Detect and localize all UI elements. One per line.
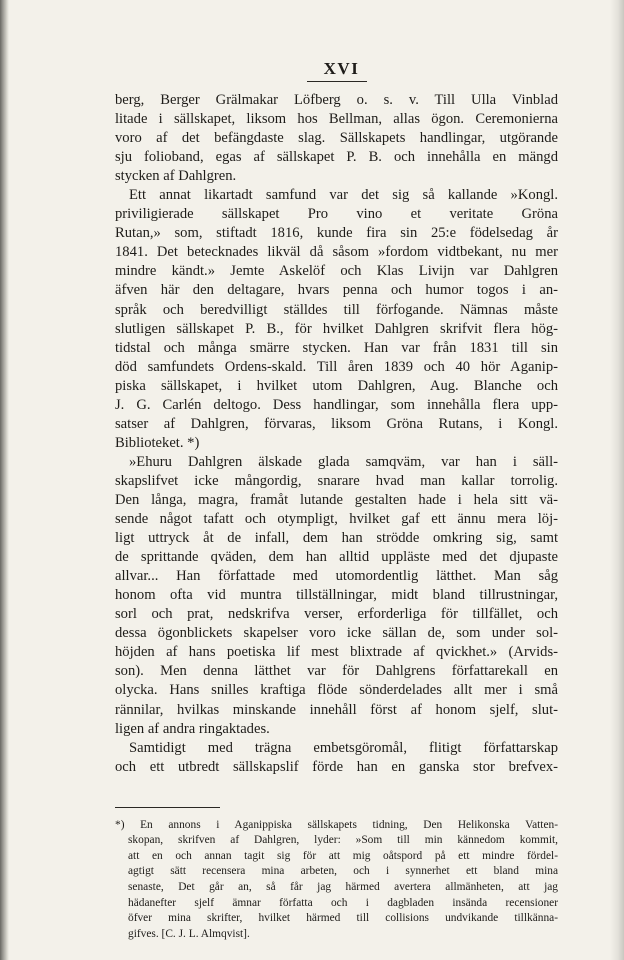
footnote-line: hädanefter sjelf ämnar författa och i dagbladen insända recensioner bbox=[128, 896, 558, 909]
header-rule bbox=[307, 81, 367, 82]
body-line: sende något tafatt och otympligt, hvilket gaf ett ännu mera löj- bbox=[115, 511, 558, 528]
footnote-line: skopan, skrifven af Dahlgren, lyder: »Som till min kännedom kommit, bbox=[128, 834, 558, 847]
body-line: piska sällskapet, i hvilket utom Dahlgren, Aug. Blanche och bbox=[115, 377, 558, 394]
body-line: berg, Berger Grälmakar Löfberg o. s. v. Till Ulla Vinblad bbox=[115, 92, 558, 108]
body-line: död samfundets Ordens-skald. Till åren 1839 och 40 hör Aganip- bbox=[115, 358, 558, 375]
body-line: »Ehuru Dahlgren älskade glada samqväm, var han i säll- bbox=[129, 453, 558, 470]
footnote-line: agtigt sätt recensera mina arbeten, och i synnerhet ett bland mina bbox=[128, 865, 558, 878]
body-line: de sprittande qväden, dem han alltid uppläste med det djupaste bbox=[115, 549, 558, 566]
body-line: Samtidigt med trägna embetsgöromål, flitigt författarskap bbox=[129, 739, 558, 756]
body-line: sju folioband, egas af sällskapet P. B. och innehålla en mängd bbox=[115, 149, 558, 166]
footnote-line: senaste, Det går an, så får jag härmed avertera allmänheten, att jag bbox=[128, 881, 558, 894]
body-line: Den långa, magra, framåt lutande gestalten hade i hela sitt vä- bbox=[115, 491, 558, 508]
body-line: honom ofta vid muntra tillställningar, midt bland tillrustningar, bbox=[115, 587, 558, 604]
body-line: rännilar, hvilkas minskande innehåll först af honom sjelf, slut- bbox=[115, 701, 558, 718]
body-line: 1841. Det betecknades likväl då såsom »fordom vidtbekant, nu mer bbox=[115, 244, 558, 261]
footnote-line: gifves. [C. J. L. Almqvist]. bbox=[128, 927, 250, 940]
body-line: voro af det befängdaste slag. Sällskapets handlingar, utgörande bbox=[115, 130, 558, 147]
scan-edge-left bbox=[0, 0, 9, 960]
body-line: Biblioteket. *) bbox=[115, 434, 200, 451]
body-line: litade i sällskapet, liksom hos Bellman, allas ögon. Ceremonierna bbox=[115, 111, 558, 128]
body-line: Rutan,» som, stiftadt 1816, kunde fira sin 25:e födelsedag år bbox=[115, 225, 558, 242]
body-line: ligen af andra ringaktades. bbox=[115, 720, 270, 737]
body-line: allvar... Han författade med utomordentlig lätthet. Man såg bbox=[115, 568, 558, 585]
body-line: och ett utbredt sällskapslif förde han en ganska stor brefvex- bbox=[115, 758, 558, 775]
body-line: skapslifvet icke mångordig, snarare hvad man kallar torrolig. bbox=[115, 472, 558, 489]
body-line: Ett annat likartadt samfund var det sig så kallande »Kongl. bbox=[129, 187, 558, 204]
body-line: J. G. Carlén deltogo. Dess handlingar, som innehålla flera upp- bbox=[115, 396, 558, 413]
footnote-line: att en och annan tagit sig för att mig oåtspord på ett mindre fördel- bbox=[128, 849, 558, 862]
body-line: stycken af Dahlgren. bbox=[115, 168, 237, 185]
body-line: höjden af hans poetiska lif mest blixtrade af qvickhet.» (Arvids- bbox=[115, 644, 558, 661]
body-line: olycka. Hans snilles kraftiga flöde sönderdelades allt mer i små bbox=[115, 682, 558, 699]
body-line: tidstal och många smärre stycken. Han var från 1831 till sin bbox=[115, 339, 558, 356]
body-line: dessa ögonblickets skapelser voro icke sällan de, som under sol- bbox=[115, 625, 558, 642]
footnote-rule bbox=[115, 807, 220, 808]
body-line: satser af Dahlgren, förvaras, liksom Gröna Rutans, i Kongl. bbox=[115, 415, 558, 432]
footnote-line: öfver mina skrifter, hvilket härmed till collisions undvikande tillkänna- bbox=[128, 912, 558, 925]
body-line: priviligierade sällskapet Pro vino et veritate Gröna bbox=[115, 206, 558, 223]
body-line: äfven här den deltagare, hvars penna och humor togos i an- bbox=[115, 282, 558, 299]
body-text bbox=[115, 91, 558, 777]
body-line: son). Men denna lätthet var för Dahlgrens författarekall en bbox=[115, 663, 558, 680]
body-line: mindre kändt.» Jemte Askelöf och Klas Livijn var Dahlgren bbox=[115, 263, 558, 280]
body-line: sorl och prat, nedskrifva verser, erforderliga för tillfället, och bbox=[115, 606, 558, 623]
footnote bbox=[115, 818, 558, 943]
body-line: språk och beredvilligt ställdes till förfogande. Nämnas måste bbox=[115, 301, 558, 318]
footnote-line: *) En annons i Aganippiska sällskapets tidning, Den Helikonska Vatten- bbox=[115, 818, 558, 831]
body-line: slutligen sällskapet P. B., för hvilket Dahlgren skrifvit flera hög- bbox=[115, 320, 558, 337]
scan-edge-right bbox=[610, 0, 624, 960]
page-number: XVI bbox=[323, 59, 360, 78]
book-page bbox=[115, 58, 558, 942]
body-line: ligt uttryck åt de infall, dem han strödde omkring sig, samt bbox=[115, 530, 558, 547]
